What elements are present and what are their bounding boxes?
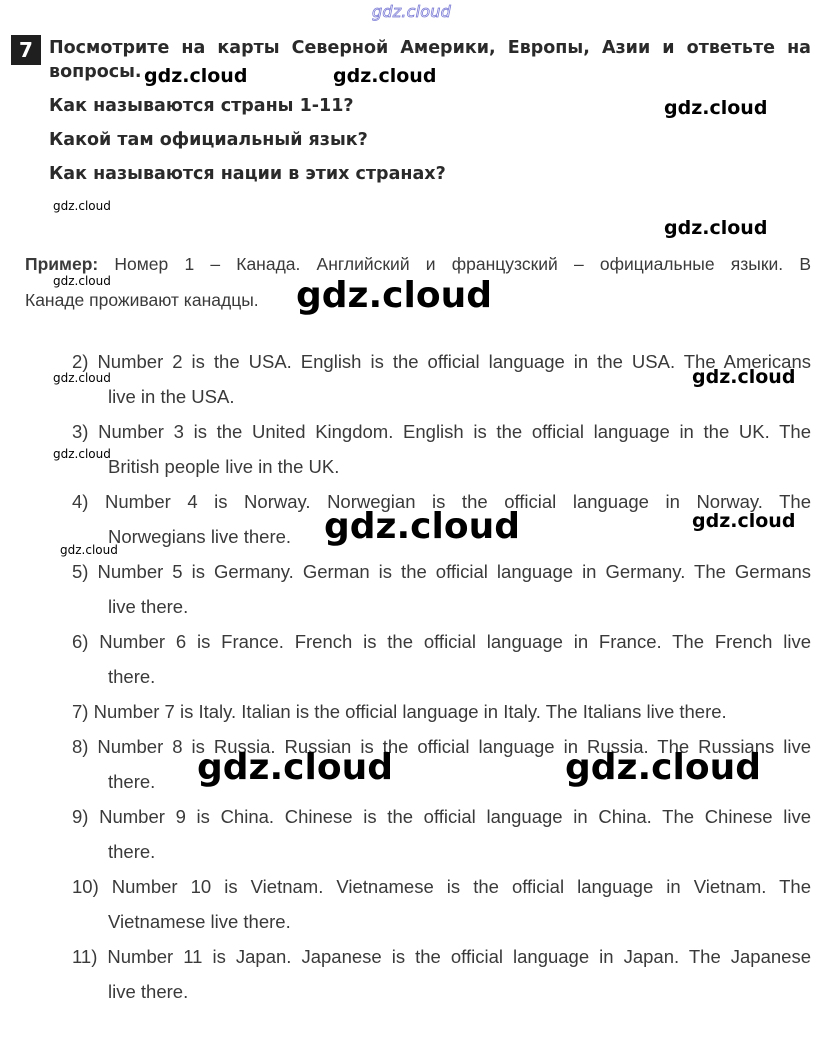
answer-continuation: live there. — [108, 596, 189, 617]
answer-line: 6) Number 6 is France. French is the official language in France. The French live — [72, 631, 811, 652]
answer-continuation: live there. — [108, 981, 189, 1002]
watermark: gdz.cloud — [324, 506, 520, 547]
answer-continuation: Norwegians live there. — [108, 526, 292, 547]
answer-item — [72, 554, 811, 624]
answer-item — [72, 624, 811, 694]
watermark: gdz.cloud — [60, 543, 118, 557]
answer-line: 11) Number 11 is Japan. Japanese is the official language in Japan. The Japanese — [72, 946, 811, 967]
answer-item — [72, 694, 811, 729]
task-question-2: Какой там официальный язык? — [49, 130, 368, 150]
watermark: gdz.cloud — [197, 747, 393, 788]
answer-continuation: Vietnamese live there. — [108, 911, 291, 932]
answer-continuation: there. — [108, 841, 156, 862]
watermark: gdz.cloud — [53, 447, 111, 461]
watermark: gdz.cloud — [144, 65, 248, 87]
watermark: gdz.cloud — [53, 371, 111, 385]
watermark: gdz.cloud — [53, 274, 111, 288]
answers-list — [72, 344, 811, 1009]
answer-continuation: live in the USA. — [108, 386, 235, 407]
answer-item — [72, 799, 811, 869]
watermark: gdz.cloud — [664, 97, 768, 119]
answer-line: 2) Number 2 is the USA. English is the official language in the USA. The Americans — [72, 351, 811, 372]
answer-item — [72, 869, 811, 939]
example-label: Пример: — [25, 254, 99, 274]
watermark: gdz.cloud — [53, 199, 111, 213]
task-question-3: Как называются нации в этих странах? — [49, 164, 446, 184]
watermark: gdz.cloud — [333, 65, 437, 87]
answer-item — [72, 414, 811, 484]
answer-line: 5) Number 5 is Germany. German is the official language in Germany. The Germans — [72, 561, 811, 582]
watermark: gdz.cloud — [565, 747, 761, 788]
answer-line: 4) Number 4 is Norway. Norwegian is the official language in Norway. The — [72, 491, 811, 512]
answer-line: 9) Number 9 is China. Chinese is the official language in China. The Chinese live — [72, 806, 811, 827]
task-lead-line-1: Посмотрите на карты Северной Америки, Европы, Азии и ответьте на — [49, 38, 811, 58]
task-question-1: Как называются страны 1-11? — [49, 96, 354, 116]
answer-line: 3) Number 3 is the United Kingdom. English is the official language in the UK. The — [72, 421, 811, 442]
watermark: gdz.cloud — [692, 366, 796, 388]
task-lead-line-2: вопросы. — [49, 62, 142, 82]
answer-continuation: there. — [108, 771, 156, 792]
answer-line: 10) Number 10 is Vietnam. Vietnamese is the official language in Vietnam. The — [72, 876, 811, 897]
task-number-badge: 7 — [11, 35, 41, 65]
answer-continuation: British people live in the UK. — [108, 456, 340, 477]
example-line-2: Канаде проживают канадцы. — [25, 290, 259, 310]
answer-continuation: there. — [108, 666, 156, 687]
example-text-1: Номер 1 – Канада. Английский и французский – официальные языки. В — [114, 254, 811, 274]
watermark: gdz.cloud — [692, 510, 796, 532]
answer-item — [72, 939, 811, 1009]
answer-line: 8) Number 8 is Russia. Russian is the official language in Russia. The Russians live — [72, 736, 811, 757]
watermark: gdz.cloud — [296, 275, 492, 316]
watermark: gdz.cloud — [664, 217, 768, 239]
watermark-top: gdz.cloud — [372, 2, 451, 21]
answer-line: 7) Number 7 is Italy. Italian is the official language in Italy. The Italians live there. — [72, 701, 727, 722]
